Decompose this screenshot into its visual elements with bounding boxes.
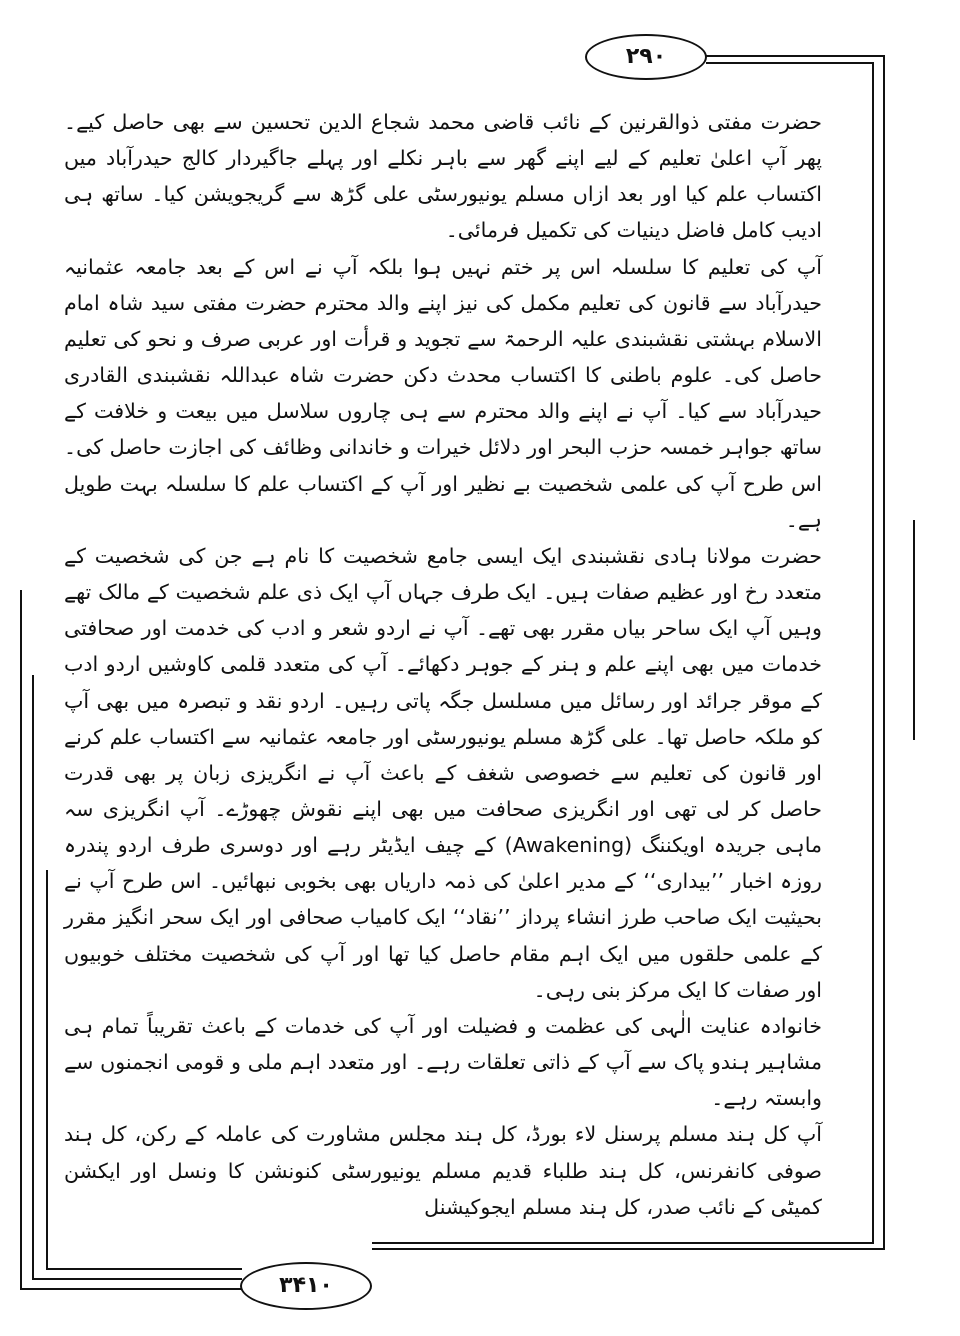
frame-right-short (913, 520, 915, 740)
frame-bottom-line-3 (46, 1268, 242, 1270)
frame-bottom-line-5 (372, 1242, 874, 1244)
frame-bottom-line-4 (372, 1248, 885, 1250)
paragraph-memberships: آپ کل ہند مسلم پرسنل لاء بورڈ، کل ہند مجلس مشاورت کی عاملہ کے رکن، کل ہند صوفی کانفرنس، کل ہند طلباء قدیم مسلم یونیورسٹی کنونشن کا ونسل اور ایکشن کمیٹی کے نائب صدر، کل ہند مسلم ایجوکیشنل (64, 1122, 822, 1219)
frame-right-outer (883, 55, 885, 1250)
frame-bottom-line-2 (32, 1278, 242, 1280)
paragraph-family-relations: خانوادہ عنایت الٰہی کی عظمت و فضیلت اور آپ کی خدمات کے باعث تقریباً تمام ہی مشاہیر ہندو پاک سے آپ کے ذاتی تعلقات رہے۔ اور متعدد اہم ملی و قومی انجمنوں سے وابستہ رہے۔ (64, 1013, 822, 1111)
frame-left-middle (32, 675, 34, 1278)
frame-left-outer (20, 590, 22, 1290)
paragraph-further-education: آپ کی تعلیم کا سلسلہ اس پر ختم نہیں ہوا بلکہ آپ نے اس کے بعد جامعہ عثمانیہ حیدرآباد سے قانون کی تعلیم مکمل کی نیز اپنے والد محترم حضرت مفتی سید شاہ امام الاسلام بہشتی نقشبندی علیہ الرحمۃ سے تجوید و قرأت اور عربی صرف و نحو کی تعلیم حاصل کی۔ علوم باطنی کا اکتساب محدث دکن حضرت شاہ عبداللہ نقشبندی القادری حیدرآباد سے کیا۔ آپ نے اپنے والد محترم سے ہی چاروں سلاسل میں بیعت و خلافت کے ساتھ جواہر خمسہ حزب البحر اور دلائل خیرات و خاندانی وظائف کی اجازت حاصل کی۔ اس طرح آپ کی علمی شخصیت بے نظیر اور آپ کے اکتساب علم کا سلسلہ بہت طویل ہے۔ (64, 254, 822, 532)
footer-page-number: ۳۴۱۰ (240, 1262, 372, 1310)
frame-bottom-line-1 (20, 1288, 242, 1290)
frame-right-inner (872, 62, 874, 1244)
paragraph-personality (64, 538, 822, 1008)
paragraph-personality-part2: کے چیف ایڈیٹر رہے اور دوسری طرف اردو پندرہ روزہ اخبار ’’بیداری‘‘ کے مدیر اعلیٰ کی ذمہ داریاں بھی بخوبی نبھائیں۔ اس طرح آپ نے بحیثیت ایک صاحب طرز انشاء پرداز ’’نقاد‘‘ ایک کامیاب صحافی اور ایک سحر انگیز مقرر کے علمی حلقوں میں ایک اہم مقام حاصل کیا تھا اور آپ کی شخصیت مختلف خوبیوں اور صفات کا ایک مرکز بنی رہی۔ (64, 833, 822, 1002)
paragraph-education: حضرت مفتی ذوالقرنین کے نائب قاضی محمد شجاع الدین تحسین سے بھی حاصل کیے۔ پھر آپ اعلیٰ تعلیم کے لیے اپنے گھر سے باہر نکلے اور پہلے جاگیردار کالج حیدرآباد میں اکتساب علم کیا اور بعد ازاں مسلم یونیورسٹی علی گڑھ سے گریجویشن کیا۔ ساتھ ہی ادیب کامل فاضل دینیات کی تکمیل فرمائی۔ (64, 110, 822, 243)
frame-top-line-2 (706, 62, 874, 64)
header-page-number: ۲۹۰ (585, 34, 707, 80)
paragraph-personality-part1: حضرت مولانا ہادی نقشبندی ایک ایسی جامع شخصیت کا نام ہے جن کی شخصیت کے متعدد رخ اور عظیم صفات ہیں۔ ایک طرف جہاں آپ ایک ذی علم شخصیت کے مالک تھے وہیں آپ ایک ساحر بیاں مقرر بھی تھے۔ آپ نے اردو شعر و ادب کی خدمت اور صحافتی خدمات میں بھی اپنے علم و ہنر کے جوہر دکھائے۔ آپ کی متعدد قلمی کاوشیں اردو ادب کے موقر جرائد اور رسائل میں مسلسل جگہ پاتی رہیں۔ اردو نقد و تبصرہ میں بھی آپ کو ملکہ حاصل تھا۔ علی گڑھ مسلم یونیورسٹی اور جامعہ عثمانیہ سے اکتساب علم کرنے اور قانون کی تعلیم سے خصوصی شغف کے باعث آپ نے انگریزی زبان پر بھی قدرت حاصل کر لی تھی اور انگریزی صحافت میں بھی اپنے نقوش چھوڑے۔ آپ انگریزی سہ ماہی جریدہ اویکننگ (64, 543, 823, 858)
body-text (64, 104, 822, 1225)
frame-left-inner (46, 870, 48, 1268)
awakening-english-title: (Awakening) (504, 833, 633, 858)
frame-top-line-1 (706, 55, 885, 57)
